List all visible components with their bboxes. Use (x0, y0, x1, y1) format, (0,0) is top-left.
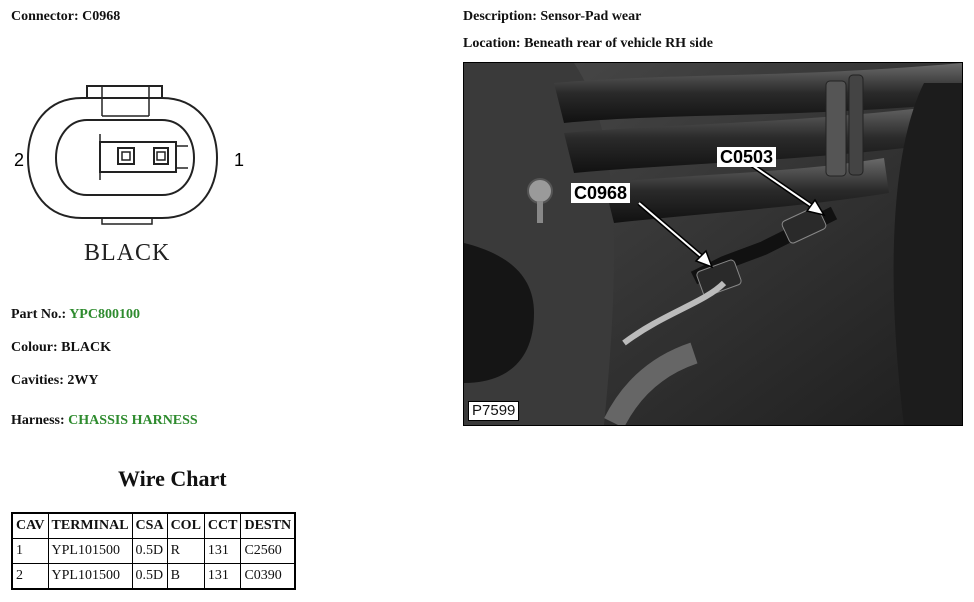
harness-label: Harness: (11, 413, 65, 428)
cell-cav: 2 (12, 564, 48, 590)
connector-face-diagram (12, 80, 252, 240)
photo-reference-label: P7599 (468, 401, 519, 421)
location-value: Beneath rear of vehicle RH side (524, 36, 713, 51)
part-number-label: Part No.: (11, 307, 67, 322)
wire-chart-title: Wire Chart (118, 466, 227, 491)
cell-col: R (167, 539, 204, 564)
description-label: Description: (463, 9, 537, 24)
wire-chart-table (11, 512, 296, 590)
cell-destn: C0390 (241, 564, 295, 590)
header-cav: CAV (12, 513, 48, 539)
cell-cav: 1 (12, 539, 48, 564)
connector-label: Connector: (11, 9, 79, 24)
cell-cct: 131 (204, 539, 241, 564)
location-line (463, 36, 713, 52)
connector-color-label: BLACK (84, 240, 171, 266)
photo-callout-c0968: C0968 (571, 183, 630, 203)
cell-cct: 131 (204, 564, 241, 590)
harness-line (11, 413, 198, 429)
cell-csa: 0.5D (132, 564, 167, 590)
cavities-label: Cavities: (11, 373, 64, 388)
pin-number-right: 1 (234, 150, 245, 170)
description-line (463, 9, 641, 25)
cavities-line (11, 373, 99, 389)
header-col: COL (167, 513, 204, 539)
header-terminal: TERMINAL (48, 513, 132, 539)
cavities-value: 2WY (67, 373, 99, 388)
colour-line (11, 340, 111, 356)
cell-terminal: YPL101500 (48, 564, 132, 590)
colour-label: Colour: (11, 340, 58, 355)
colour-value: BLACK (61, 340, 111, 355)
description-value: Sensor-Pad wear (540, 9, 642, 24)
location-label: Location: (463, 36, 521, 51)
connector-heading (11, 9, 120, 25)
header-cct: CCT (204, 513, 241, 539)
cell-csa: 0.5D (132, 539, 167, 564)
connector-id: C0968 (82, 9, 121, 24)
cell-col: B (167, 564, 204, 590)
photo-callout-c0503: C0503 (717, 147, 776, 167)
header-destn: DESTN (241, 513, 295, 539)
table-header-row (12, 513, 295, 539)
cell-destn: C2560 (241, 539, 295, 564)
part-number-value: YPC800100 (69, 307, 140, 322)
location-photo (463, 62, 963, 426)
part-number-line (11, 307, 140, 323)
photo-scene (464, 63, 962, 425)
header-csa: CSA (132, 513, 167, 539)
harness-value: CHASSIS HARNESS (68, 413, 198, 428)
cell-terminal: YPL101500 (48, 539, 132, 564)
pin-number-left: 2 (14, 150, 25, 170)
table-row (12, 564, 295, 590)
table-row (12, 539, 295, 564)
